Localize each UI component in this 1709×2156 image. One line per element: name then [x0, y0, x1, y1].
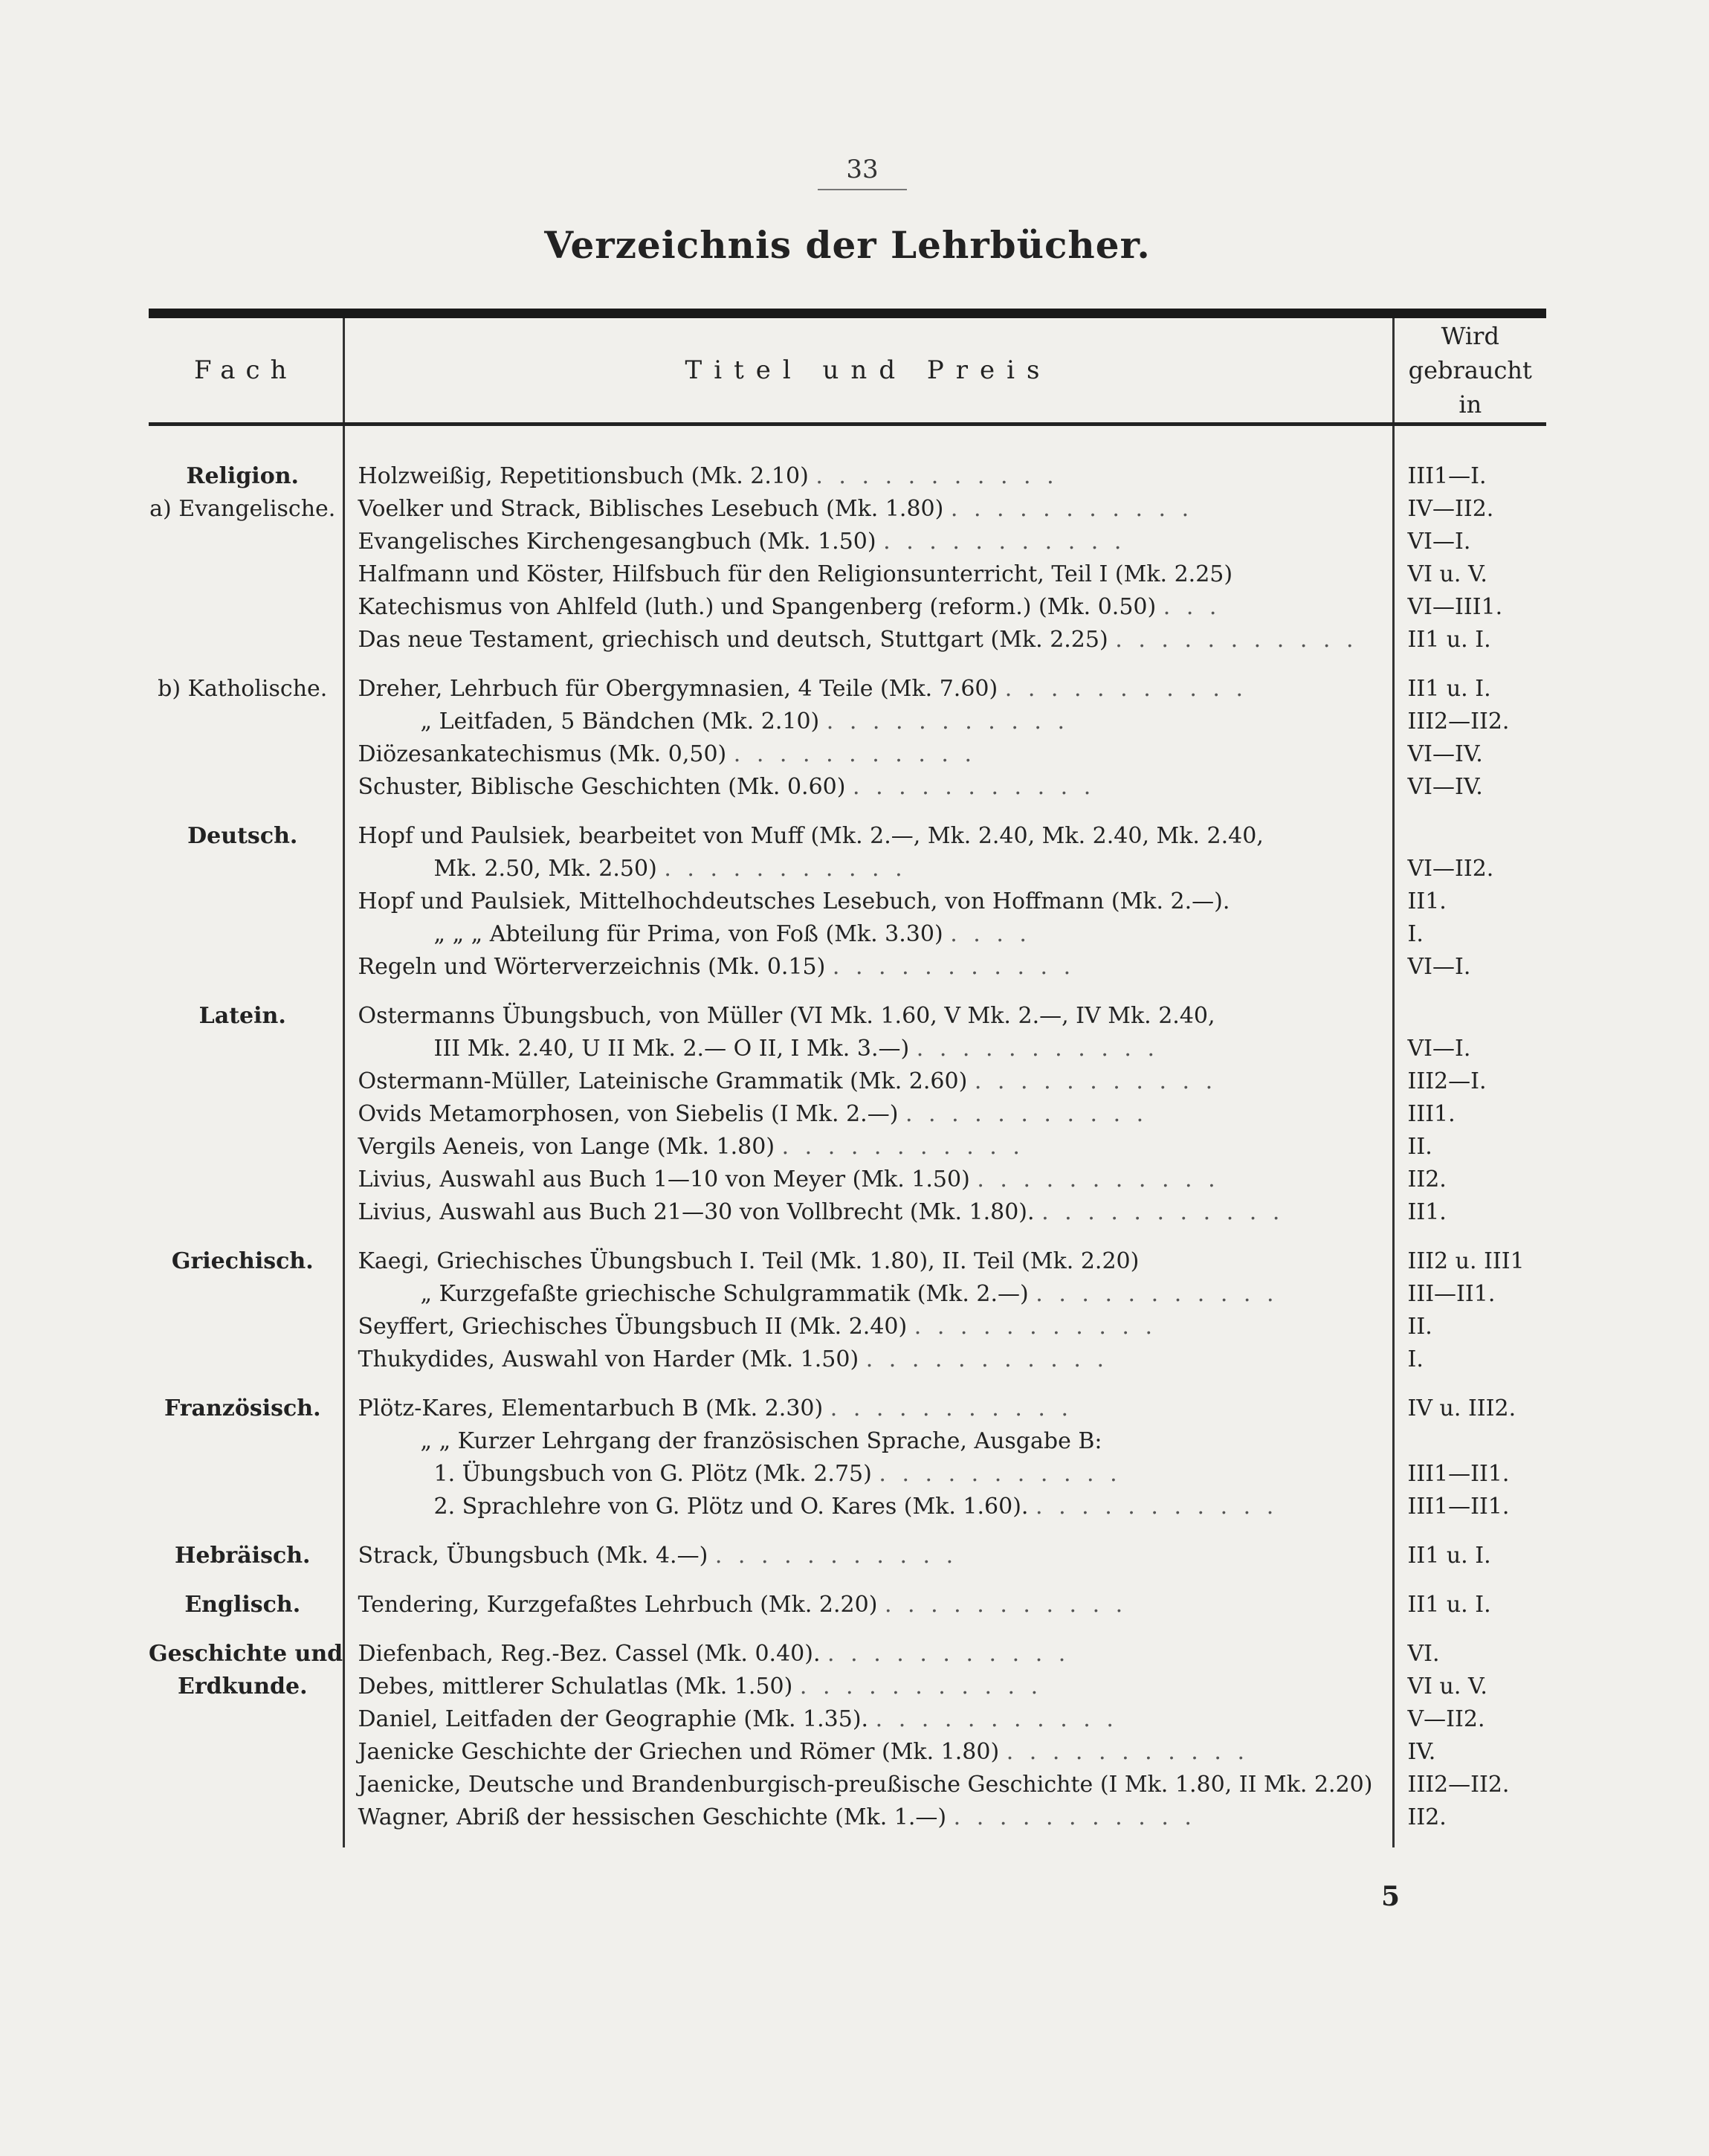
titel-cell: Dreher, Lehrbuch für Obergymnasien, 4 Teile (Mk. 7.60) . . . . . . . . . . .: [343, 673, 1393, 706]
table-row: [149, 951, 1546, 984]
fach-cell: Deutsch.: [187, 823, 298, 849]
table-row: [149, 591, 1546, 624]
fach-cell: [149, 1278, 343, 1311]
titel-cell: Plötz-Kares, Elementarbuch B (Mk. 2.30) . . . . . . . . . . .: [343, 1392, 1393, 1425]
table-row: [149, 1033, 1546, 1065]
table-row: [149, 853, 1546, 885]
signature-mark: 5: [1381, 1881, 1401, 1912]
wird-cell: II2.: [1407, 1166, 1447, 1192]
table-row: [149, 1671, 1546, 1703]
wird-cell: II1.: [1407, 1199, 1447, 1225]
table-row: [149, 1343, 1546, 1376]
table-row: [149, 1801, 1546, 1847]
fach-cell: [149, 558, 343, 591]
wird-cell: II1 u. I.: [1407, 1543, 1491, 1569]
fach-cell: Latein.: [198, 1003, 286, 1029]
titel-cell: Ovids Metamorphosen, von Siebelis (I Mk. 2.—) . . . . . . . . . . .: [343, 1098, 1393, 1131]
fach-cell: [149, 591, 343, 624]
wird-cell: V—II2.: [1407, 1706, 1485, 1732]
table-row: [149, 673, 1546, 706]
titel-cell: Mk. 2.50, Mk. 2.50) . . . . . . . . . . .: [343, 853, 1393, 885]
wird-cell: III1—II1.: [1407, 1494, 1510, 1520]
titel-cell: Daniel, Leitfaden der Geographie (Mk. 1.35). . . . . . . . . . . .: [343, 1703, 1393, 1736]
table-row: [149, 1736, 1546, 1769]
titel-cell: Holzweißig, Repetitionsbuch (Mk. 2.10) . . . . . . . . . . .: [343, 425, 1393, 494]
fach-cell: [149, 526, 343, 558]
fach-cell: [149, 771, 343, 804]
table-row: [149, 558, 1546, 591]
table-row: [149, 738, 1546, 771]
wird-cell: III1—II1.: [1407, 1461, 1510, 1487]
fach-cell: [149, 1033, 343, 1065]
titel-cell: Schuster, Biblische Geschichten (Mk. 0.60) . . . . . . . . . . .: [343, 771, 1393, 804]
table-row: [149, 425, 1546, 494]
fach-cell: [149, 1703, 343, 1736]
fach-cell: [149, 1343, 343, 1376]
titel-cell: Kaegi, Griechisches Übungsbuch I. Teil (Mk. 1.80), II. Teil (Mk. 2.20): [343, 1245, 1393, 1278]
titel-cell: Debes, mittlerer Schulatlas (Mk. 1.50) . . . . . . . . . . .: [343, 1671, 1393, 1703]
wird-cell: VI—I.: [1407, 1036, 1471, 1062]
wird-cell: II2.: [1407, 1804, 1447, 1830]
fach-cell: [149, 706, 343, 738]
wird-cell: VI—IV.: [1407, 774, 1483, 800]
wird-cell: II1.: [1407, 888, 1447, 914]
titel-cell: Halfmann und Köster, Hilfsbuch für den Religionsunterricht, Teil I (Mk. 2.25): [343, 558, 1393, 591]
table-row: [149, 1703, 1546, 1736]
column-header-fach: Fach: [149, 318, 343, 425]
titel-cell: Evangelisches Kirchengesangbuch (Mk. 1.50) . . . . . . . . . . .: [343, 526, 1393, 558]
wird-cell: III2—I.: [1407, 1068, 1487, 1094]
wird-cell: VI—I.: [1407, 954, 1471, 980]
titel-cell: Tendering, Kurzgefaßtes Lehrbuch (Mk. 2.20) . . . . . . . . . . .: [343, 1589, 1393, 1621]
table-row: [149, 1278, 1546, 1311]
table-row: [149, 918, 1546, 951]
titel-cell: Diözesankatechismus (Mk. 0,50) . . . . . . . . . . .: [343, 738, 1393, 771]
titel-cell: Wagner, Abriß der hessischen Geschichte (Mk. 1.—) . . . . . . . . . . .: [343, 1801, 1393, 1847]
table-header-row: [149, 318, 1546, 425]
fach-cell: [149, 1801, 343, 1847]
titel-cell: Livius, Auswahl aus Buch 1—10 von Meyer (Mk. 1.50) . . . . . . . . . . .: [343, 1163, 1393, 1196]
table-row: [149, 1540, 1546, 1572]
fach-cell: [149, 1491, 343, 1523]
wird-cell: VI u. V.: [1407, 561, 1487, 587]
table-row: [149, 885, 1546, 918]
fach-cell: [149, 1163, 343, 1196]
fach-cell: Hebräisch.: [175, 1543, 311, 1569]
table-row: [149, 1196, 1546, 1229]
titel-cell: Das neue Testament, griechisch und deutsch, Stuttgart (Mk. 2.25) . . . . . . . . . . .: [343, 624, 1393, 656]
textbook-table: [149, 318, 1546, 1847]
wird-cell: I.: [1407, 921, 1424, 947]
fach-cell: [149, 918, 343, 951]
titel-cell: Ostermanns Übungsbuch, von Müller (VI Mk. 1.60, V Mk. 2.—, IV Mk. 2.40,: [343, 1000, 1393, 1033]
titel-cell: „ „ „ Abteilung für Prima, von Foß (Mk. 3.30) . . . .: [343, 918, 1393, 951]
titel-cell: Hopf und Paulsiek, Mittelhochdeutsches Lesebuch, von Hoffmann (Mk. 2.—).: [343, 885, 1393, 918]
fach-cell: Geschichte und: [149, 1641, 343, 1667]
wird-cell: IV—II2.: [1407, 496, 1494, 522]
fach-cell: b) Katholische.: [158, 676, 328, 702]
wird-cell: II1 u. I.: [1407, 627, 1491, 653]
fach-cell: a) Evangelische.: [149, 496, 336, 522]
titel-cell: „ Kurzgefaßte griechische Schulgrammatik (Mk. 2.—) . . . . . . . . . . .: [343, 1278, 1393, 1311]
titel-cell: Diefenbach, Reg.-Bez. Cassel (Mk. 0.40). . . . . . . . . . . .: [343, 1638, 1393, 1671]
wird-cell: VI.: [1407, 1641, 1440, 1667]
table-row: [149, 1065, 1546, 1098]
table-row: [149, 771, 1546, 804]
table-row: [149, 624, 1546, 656]
fach-cell: [149, 738, 343, 771]
wird-cell: III2—II2.: [1407, 709, 1510, 735]
titel-cell: Katechismus von Ahlfeld (luth.) und Spangenberg (reform.) (Mk. 0.50) . . .: [343, 591, 1393, 624]
table-row: [149, 1491, 1546, 1523]
wird-cell: IV.: [1407, 1739, 1436, 1765]
column-header-wird-line2: gebraucht in: [1408, 356, 1532, 419]
wird-cell: III1—I.: [1407, 463, 1487, 489]
table-row: [149, 1638, 1546, 1671]
titel-cell: 2. Sprachlehre von G. Plötz und O. Kares (Mk. 1.60). . . . . . . . . . . .: [343, 1491, 1393, 1523]
wird-cell: I.: [1407, 1346, 1424, 1372]
titel-cell: Regeln und Wörterverzeichnis (Mk. 0.15) . . . . . . . . . . .: [343, 951, 1393, 984]
table-row: [149, 493, 1546, 526]
textbook-table-container: [149, 318, 1546, 1847]
table-row: [149, 1098, 1546, 1131]
table-row: [149, 820, 1546, 853]
titel-cell: Jaenicke, Deutsche und Brandenburgisch-preußische Geschichte (I Mk. 1.80, II Mk. 2.20): [343, 1769, 1393, 1801]
fach-cell: [149, 1458, 343, 1491]
titel-cell: „ Leitfaden, 5 Bändchen (Mk. 2.10) . . . . . . . . . . .: [343, 706, 1393, 738]
page-number: 33: [818, 155, 907, 190]
wird-cell: III1.: [1407, 1101, 1456, 1127]
fach-cell: [149, 1196, 343, 1229]
wird-cell: [1393, 1000, 1546, 1033]
titel-cell: 1. Übungsbuch von G. Plötz (Mk. 2.75) . . . . . . . . . . .: [343, 1458, 1393, 1491]
wird-cell: VI—III1.: [1407, 594, 1503, 620]
wird-cell: III—II1.: [1407, 1281, 1496, 1307]
fach-cell: [149, 951, 343, 984]
titel-cell: Hopf und Paulsiek, bearbeitet von Muff (Mk. 2.—, Mk. 2.40, Mk. 2.40, Mk. 2.40,: [343, 820, 1393, 853]
column-header-wird: [1393, 318, 1546, 425]
fach-cell: Erdkunde.: [177, 1674, 308, 1700]
wird-cell: VI—IV.: [1407, 741, 1483, 767]
table-row: [149, 1000, 1546, 1033]
column-header-titel: Titel und Preis: [343, 318, 1393, 425]
fach-cell: Französisch.: [164, 1395, 321, 1421]
page-title: Verzeichnis der Lehrbücher.: [544, 223, 1151, 267]
wird-cell: [1393, 1425, 1546, 1458]
table-row: [149, 1769, 1546, 1801]
titel-cell: „ „ Kurzer Lehrgang der französischen Sprache, Ausgabe B:: [343, 1425, 1393, 1458]
titel-cell: Ostermann-Müller, Lateinische Grammatik (Mk. 2.60) . . . . . . . . . . .: [343, 1065, 1393, 1098]
titel-cell: Seyffert, Griechisches Übungsbuch II (Mk. 2.40) . . . . . . . . . . .: [343, 1311, 1393, 1343]
fach-cell: [149, 1065, 343, 1098]
table-row: [149, 1163, 1546, 1196]
fach-cell: Griechisch.: [171, 1248, 314, 1274]
wird-cell: VI u. V.: [1407, 1674, 1487, 1700]
column-header-wird-line1: Wird: [1441, 322, 1499, 350]
titel-cell: Livius, Auswahl aus Buch 21—30 von Vollbrecht (Mk. 1.80). . . . . . . . . . . .: [343, 1196, 1393, 1229]
table-row: [149, 1589, 1546, 1621]
table-row: [149, 1458, 1546, 1491]
titel-cell: III Mk. 2.40, U II Mk. 2.— O II, I Mk. 3.—) . . . . . . . . . . .: [343, 1033, 1393, 1065]
wird-cell: [1393, 820, 1546, 853]
wird-cell: III2 u. III1: [1407, 1248, 1525, 1274]
wird-cell: VI—II2.: [1407, 856, 1494, 882]
wird-cell: IV u. III2.: [1407, 1395, 1516, 1421]
wird-cell: II.: [1407, 1314, 1432, 1340]
heading-rule: [149, 309, 1546, 318]
fach-cell: [149, 1131, 343, 1163]
fach-cell: [149, 624, 343, 656]
table-row: [149, 1131, 1546, 1163]
fach-cell: [149, 885, 343, 918]
table-row: [149, 1245, 1546, 1278]
table-row: [149, 526, 1546, 558]
titel-cell: Voelker und Strack, Biblisches Lesebuch (Mk. 1.80) . . . . . . . . . . .: [343, 493, 1393, 526]
titel-cell: Vergils Aeneis, von Lange (Mk. 1.80) . . . . . . . . . . .: [343, 1131, 1393, 1163]
wird-cell: III2—II2.: [1407, 1772, 1510, 1798]
titel-cell: Thukydides, Auswahl von Harder (Mk. 1.50) . . . . . . . . . . .: [343, 1343, 1393, 1376]
wird-cell: II.: [1407, 1134, 1432, 1160]
fach-cell: Englisch.: [184, 1592, 301, 1618]
wird-cell: VI—I.: [1407, 529, 1471, 555]
titel-cell: Strack, Übungsbuch (Mk. 4.—) . . . . . . . . . . .: [343, 1540, 1393, 1572]
table-row: [149, 706, 1546, 738]
wird-cell: II1 u. I.: [1407, 1592, 1491, 1618]
fach-cell: [149, 853, 343, 885]
fach-cell: [149, 1311, 343, 1343]
fach-cell: [149, 1736, 343, 1769]
table-row: [149, 1311, 1546, 1343]
fach-cell: [149, 1769, 343, 1801]
fach-cell: [149, 1098, 343, 1131]
table-row: [149, 1425, 1546, 1458]
wird-cell: II1 u. I.: [1407, 676, 1491, 702]
fach-cell: Religion.: [186, 463, 299, 489]
fach-cell: [149, 1425, 343, 1458]
table-row: [149, 1392, 1546, 1425]
titel-cell: Jaenicke Geschichte der Griechen und Römer (Mk. 1.80) . . . . . . . . . . .: [343, 1736, 1393, 1769]
